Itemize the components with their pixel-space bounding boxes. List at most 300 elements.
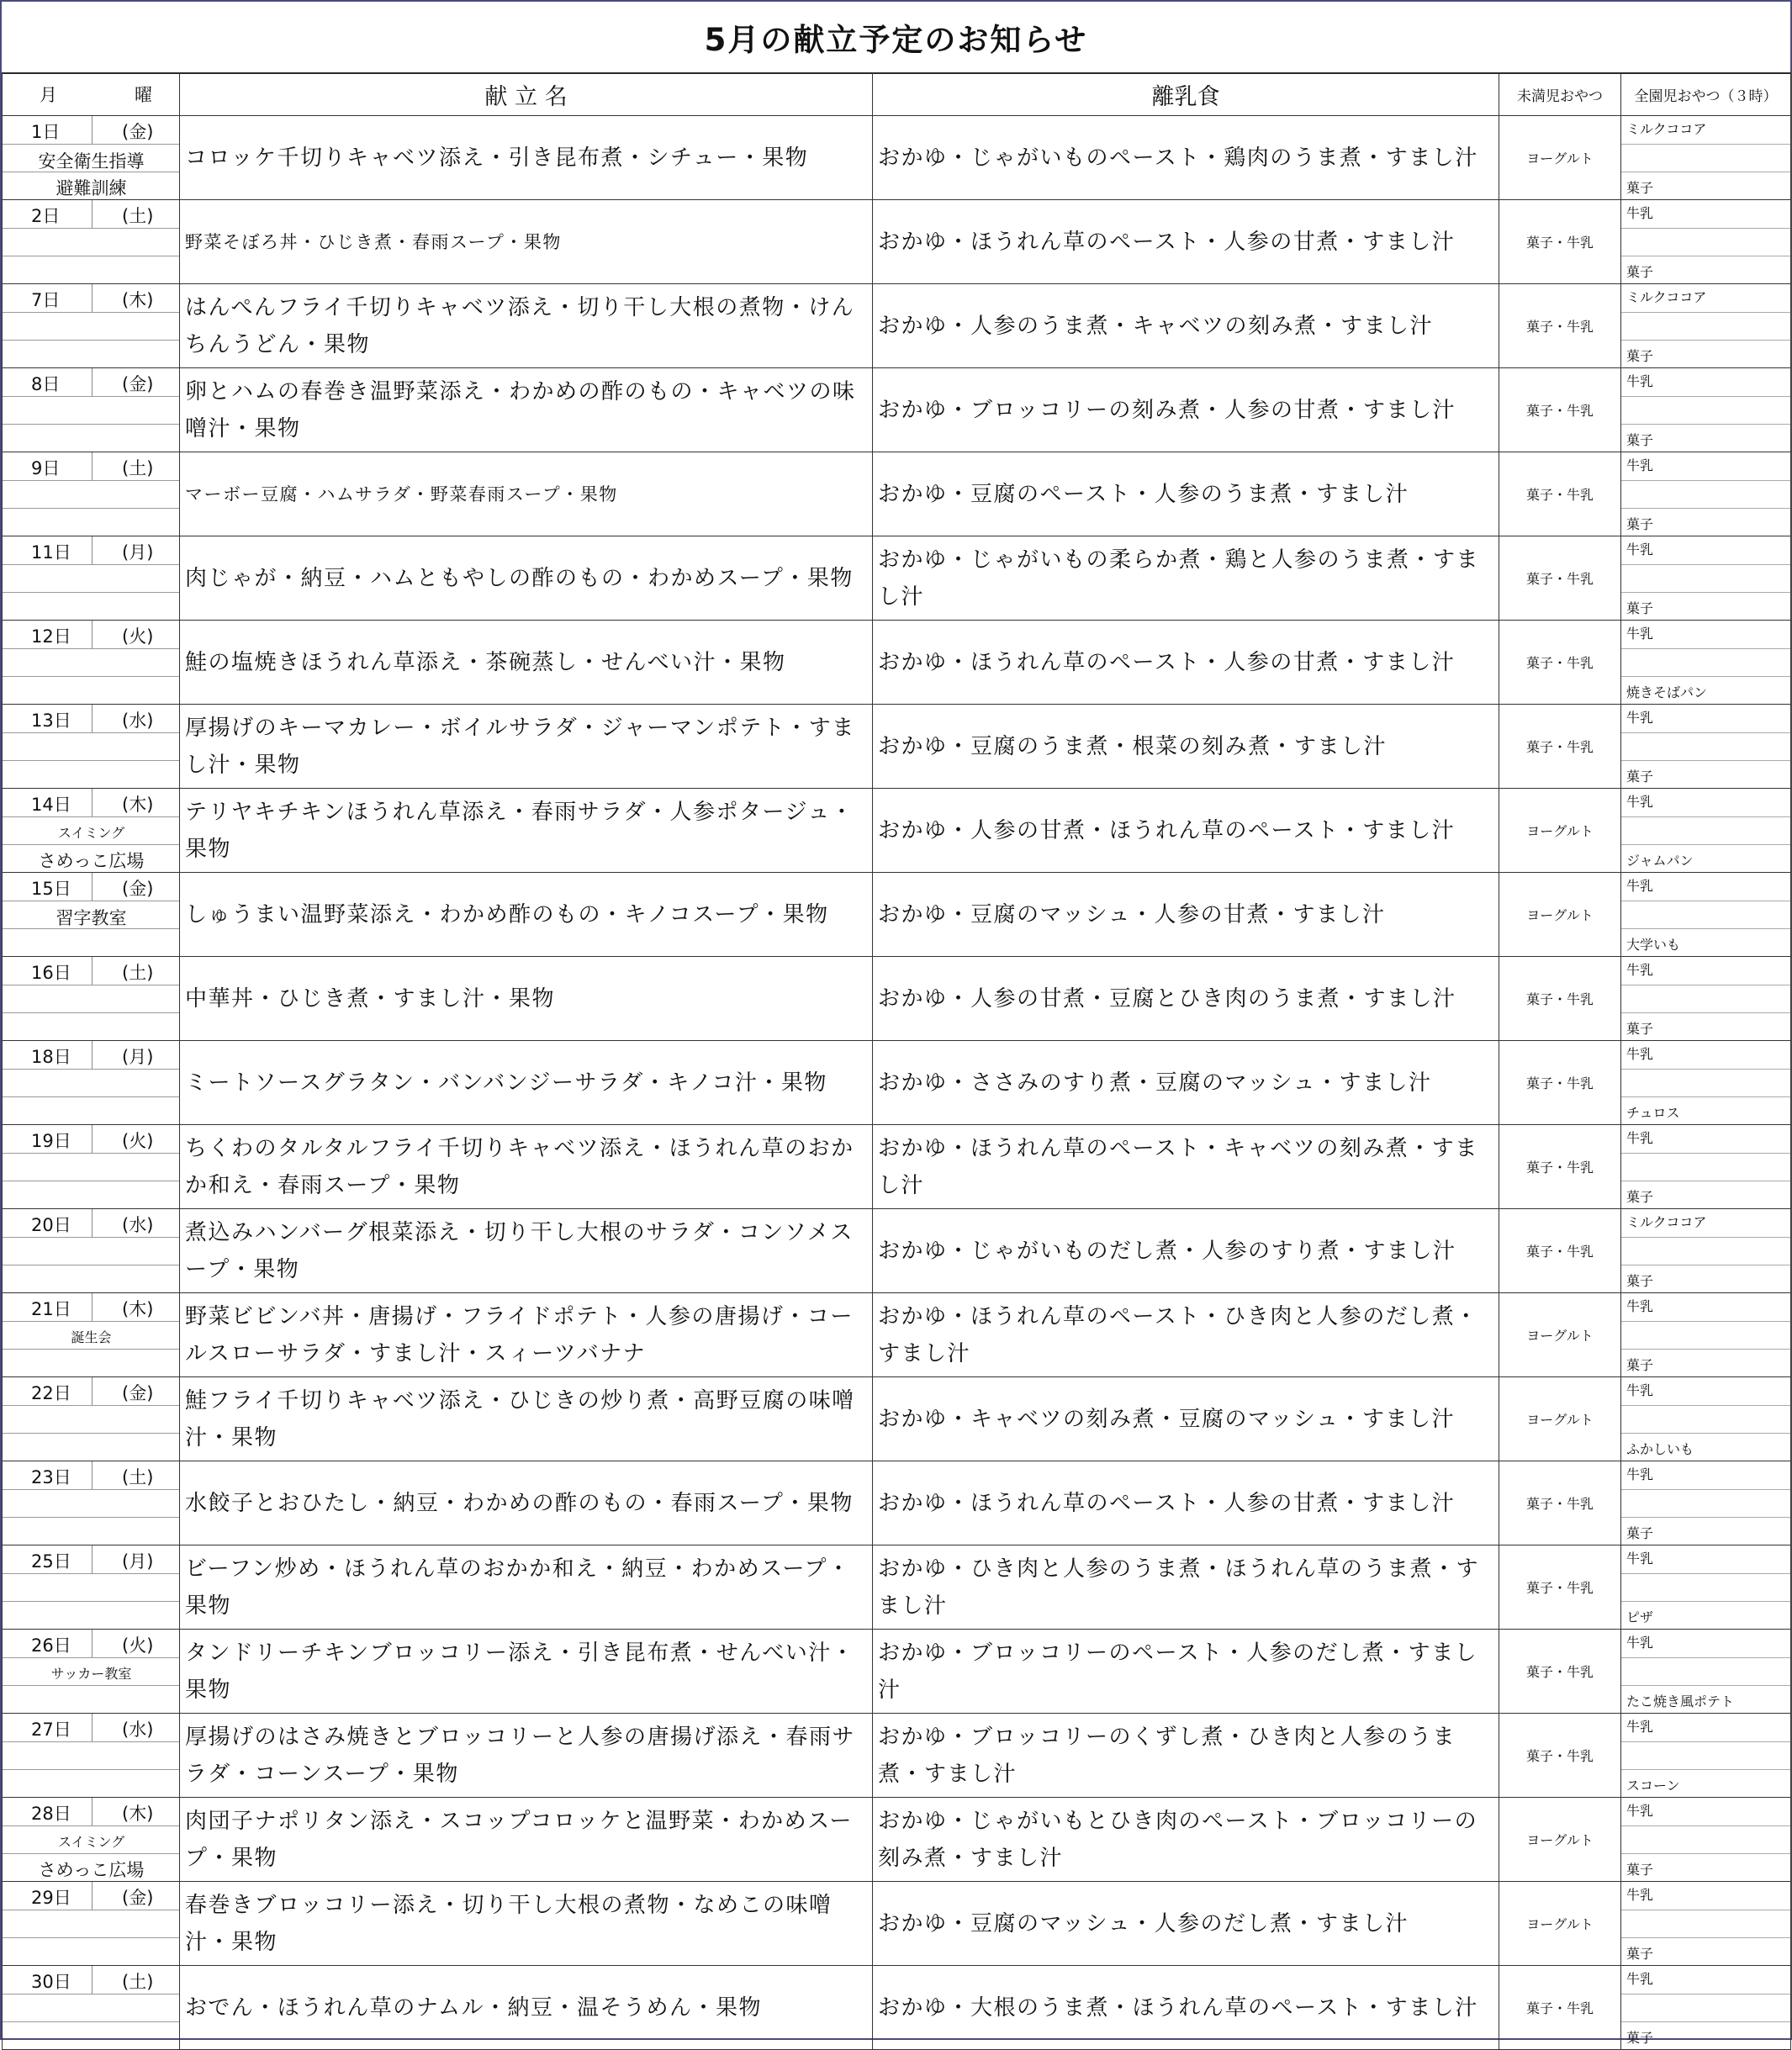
- snack-food: 菓子: [1626, 600, 1654, 616]
- menu-cell: 肉団子ナポリタン添え・スコップコロッケと温野菜・わかめスープ・果物: [180, 1798, 873, 1882]
- event-line-2: さめっこ広場: [38, 1860, 145, 1880]
- divider: [1621, 1489, 1790, 1490]
- all-snack-cell: [1621, 536, 1791, 621]
- divider: [92, 1209, 93, 1237]
- table-row: [3, 1377, 1791, 1461]
- divider: [3, 1096, 179, 1097]
- all-snack-cell: [1621, 1545, 1791, 1630]
- table-row: [3, 284, 1791, 368]
- young-snack-cell: 菓子・牛乳: [1499, 1125, 1621, 1209]
- baby-food-cell: おかゆ・ほうれん草のペースト・ひき肉と人参のだし煮・すまし汁: [873, 1293, 1499, 1377]
- snack-food: 大学いも: [1626, 937, 1681, 953]
- divider: [3, 1741, 179, 1742]
- date-cell: [3, 1966, 180, 2050]
- menu-cell: はんぺんフライ千切りキャベツ添え・切り干し大根の煮物・けんちんうどん・果物: [180, 284, 873, 368]
- weekday: (木): [122, 1804, 154, 1824]
- divider: [3, 1685, 179, 1686]
- snack-food: 焼きそばパン: [1626, 684, 1708, 700]
- date-cell: [3, 1714, 180, 1798]
- menu-cell: 野菜ビビンバ丼・唐揚げ・フライドポテト・人参の唐揚げ・コールスローサラダ・すまし汁・スィーツバナナ: [180, 1293, 873, 1377]
- snack-food: たこ焼き風ポテト: [1626, 1693, 1735, 1709]
- divider: [92, 1125, 93, 1153]
- menu-cell: 肉じゃが・納豆・ハムともやしの酢のもの・わかめスープ・果物: [180, 536, 873, 621]
- snack-food: 菓子: [1626, 769, 1654, 785]
- young-snack-cell: ヨーグルト: [1499, 1882, 1621, 1966]
- snack-food: 菓子: [1626, 1946, 1654, 1962]
- header-baby-food: 離乳食: [873, 73, 1499, 116]
- event-line-1: サッカー教室: [50, 1666, 132, 1682]
- day-number: 27日: [31, 1720, 71, 1740]
- weekday: (水): [122, 711, 154, 731]
- divider: [92, 1630, 93, 1657]
- snack-food: 菓子: [1626, 432, 1654, 448]
- divider: [3, 312, 179, 313]
- divider: [1621, 1685, 1790, 1686]
- menu-cell: テリヤキチキンほうれん草添え・春雨サラダ・人参ポタージュ・果物: [180, 789, 873, 873]
- baby-food-cell: おかゆ・ブロッコリーのくずし煮・ひき肉と人参のうま煮・すまし汁: [873, 1714, 1499, 1798]
- day-number: 18日: [31, 1047, 71, 1067]
- divider: [1621, 1433, 1790, 1434]
- snack-food: 菓子: [1626, 1021, 1654, 1037]
- event-line-2: 避難訓練: [56, 178, 127, 198]
- date-cell: [3, 873, 180, 957]
- divider: [1621, 424, 1790, 425]
- divider: [1621, 480, 1790, 481]
- all-snack-cell: [1621, 1209, 1791, 1293]
- date-cell: [3, 1125, 180, 1209]
- date-cell: [3, 1798, 180, 1882]
- divider: [3, 1853, 179, 1854]
- snack-drink: 牛乳: [1626, 205, 1654, 221]
- divider: [3, 1769, 179, 1770]
- baby-food-cell: おかゆ・大根のうま煮・ほうれん草のペースト・すまし汁: [873, 1966, 1499, 2050]
- event-line-1: 習字教室: [56, 908, 127, 928]
- divider: [92, 1966, 93, 1994]
- young-snack-cell: 菓子・牛乳: [1499, 705, 1621, 789]
- day-number: 8日: [31, 374, 61, 394]
- all-snack-cell: [1621, 705, 1791, 789]
- date-cell: [3, 957, 180, 1041]
- snack-drink: ミルクココア: [1626, 289, 1707, 305]
- baby-food-cell: おかゆ・じゃがいものペースト・鶏肉のうま煮・すまし汁: [873, 116, 1499, 200]
- menu-table: [2, 72, 1791, 2050]
- menu-cell: ビーフン炒め・ほうれん草のおかか和え・納豆・わかめスープ・果物: [180, 1545, 873, 1630]
- snack-food: 菓子: [1626, 1862, 1654, 1878]
- baby-food-cell: おかゆ・豆腐のマッシュ・人参のだし煮・すまし汁: [873, 1882, 1499, 1966]
- day-number: 14日: [31, 795, 71, 815]
- snack-drink: 牛乳: [1626, 1971, 1654, 1987]
- menu-cell: 鮭の塩焼きほうれん草添え・茶碗蒸し・せんべい汁・果物: [180, 621, 873, 705]
- divider: [1621, 760, 1790, 761]
- day-number: 22日: [31, 1383, 71, 1403]
- divider: [92, 1461, 93, 1489]
- menu-cell: 煮込みハンバーグ根菜添え・切り干し大根のサラダ・コンソメスープ・果物: [180, 1209, 873, 1293]
- day-number: 15日: [31, 879, 71, 899]
- weekday: (金): [122, 879, 154, 899]
- divider: [3, 1489, 179, 1490]
- divider: [1621, 2021, 1790, 2022]
- divider: [3, 1994, 179, 1995]
- header-all-snack: 全園児おやつ（３時）: [1621, 73, 1791, 116]
- snack-drink: 牛乳: [1626, 1803, 1654, 1819]
- all-snack-cell: [1621, 789, 1791, 873]
- snack-drink: 牛乳: [1626, 794, 1654, 810]
- baby-food-cell: おかゆ・ひき肉と人参のうま煮・ほうれん草のうま煮・すまし汁: [873, 1545, 1499, 1630]
- young-snack-cell: 菓子・牛乳: [1499, 1041, 1621, 1125]
- all-snack-cell: [1621, 1798, 1791, 1882]
- baby-food-cell: おかゆ・ブロッコリーの刻み煮・人参の甘煮・すまし汁: [873, 368, 1499, 452]
- divider: [1621, 1321, 1790, 1322]
- young-snack-cell: 菓子・牛乳: [1499, 1545, 1621, 1630]
- all-snack-cell: [1621, 873, 1791, 957]
- table-row: [3, 1293, 1791, 1377]
- all-snack-cell: [1621, 1461, 1791, 1545]
- divider: [1621, 564, 1790, 565]
- date-cell: [3, 1882, 180, 1966]
- day-number: 28日: [31, 1804, 71, 1824]
- event-line-2: さめっこ広場: [38, 851, 145, 871]
- menu-cell: 野菜そぼろ丼・ひじき煮・春雨スープ・果物: [180, 200, 873, 284]
- young-snack-cell: ヨーグルト: [1499, 873, 1621, 957]
- baby-food-cell: おかゆ・ほうれん草のペースト・人参の甘煮・すまし汁: [873, 1461, 1499, 1545]
- weekday: (火): [122, 1635, 154, 1656]
- table-row: [3, 116, 1791, 200]
- snack-drink: 牛乳: [1626, 1887, 1654, 1903]
- all-snack-cell: [1621, 1377, 1791, 1461]
- date-cell: [3, 789, 180, 873]
- all-snack-cell: [1621, 200, 1791, 284]
- date-cell: [3, 1041, 180, 1125]
- divider: [92, 116, 93, 144]
- baby-food-cell: おかゆ・じゃがいものだし煮・人参のすり煮・すまし汁: [873, 1209, 1499, 1293]
- day-number: 12日: [31, 626, 71, 647]
- table-row: [3, 1630, 1791, 1714]
- all-snack-cell: [1621, 116, 1791, 200]
- young-snack-cell: ヨーグルト: [1499, 789, 1621, 873]
- divider: [3, 760, 179, 761]
- day-number: 16日: [31, 963, 71, 983]
- young-snack-cell: ヨーグルト: [1499, 1293, 1621, 1377]
- divider: [1621, 508, 1790, 509]
- snack-food: 菓子: [1626, 348, 1654, 364]
- day-number: 20日: [31, 1215, 71, 1235]
- divider: [3, 228, 179, 229]
- weekday: (土): [122, 206, 154, 226]
- weekday: (金): [122, 374, 154, 394]
- baby-food-cell: おかゆ・ささみのすり煮・豆腐のマッシュ・すまし汁: [873, 1041, 1499, 1125]
- baby-food-cell: おかゆ・ほうれん草のペースト・人参の甘煮・すまし汁: [873, 200, 1499, 284]
- all-snack-cell: [1621, 1125, 1791, 1209]
- divider: [1621, 1153, 1790, 1154]
- page-title: 5月の献立予定のお知らせ: [2, 2, 1790, 74]
- weekday: (火): [122, 626, 154, 647]
- divider: [3, 816, 179, 817]
- divider: [3, 508, 179, 509]
- divider: [3, 732, 179, 733]
- divider: [92, 200, 93, 228]
- divider: [1621, 1405, 1790, 1406]
- divider: [92, 1377, 93, 1405]
- divider: [1621, 144, 1790, 145]
- table-row: [3, 1882, 1791, 1966]
- baby-food-cell: おかゆ・人参のうま煮・キャベツの刻み煮・すまし汁: [873, 284, 1499, 368]
- table-body: [3, 116, 1791, 2050]
- divider: [1621, 340, 1790, 341]
- divider: [3, 480, 179, 481]
- table-row: [3, 957, 1791, 1041]
- baby-food-cell: おかゆ・ほうれん草のペースト・キャベツの刻み煮・すまし汁: [873, 1125, 1499, 1209]
- menu-cell: 鮭フライ千切りキャベツ添え・ひじきの炒り煮・高野豆腐の味噌汁・果物: [180, 1377, 873, 1461]
- menu-cell: 厚揚げのキーマカレー・ボイルサラダ・ジャーマンポテト・すまし汁・果物: [180, 705, 873, 789]
- divider: [1621, 1657, 1790, 1658]
- weekday: (火): [122, 1131, 154, 1151]
- divider: [1621, 1517, 1790, 1518]
- header-date: [3, 73, 180, 116]
- weekday: (金): [122, 1383, 154, 1403]
- snack-drink: 牛乳: [1626, 1635, 1654, 1651]
- day-number: 11日: [31, 542, 71, 563]
- divider: [92, 621, 93, 648]
- snack-food: ジャムパン: [1626, 853, 1694, 869]
- day-number: 30日: [31, 1972, 71, 1992]
- weekday: (月): [122, 1551, 154, 1572]
- young-snack-cell: 菓子・牛乳: [1499, 536, 1621, 621]
- young-snack-cell: ヨーグルト: [1499, 116, 1621, 200]
- table-row: [3, 1041, 1791, 1125]
- divider: [3, 1069, 179, 1070]
- day-number: 1日: [31, 122, 61, 142]
- menu-cell: 卵とハムの春巻き温野菜添え・わかめの酢のもの・キャベツの味噌汁・果物: [180, 368, 873, 452]
- young-snack-cell: 菓子・牛乳: [1499, 452, 1621, 536]
- snack-drink: 牛乳: [1626, 1046, 1654, 1062]
- young-snack-cell: 菓子・牛乳: [1499, 200, 1621, 284]
- young-snack-cell: 菓子・牛乳: [1499, 957, 1621, 1041]
- date-cell: [3, 284, 180, 368]
- day-number: 29日: [31, 1888, 71, 1908]
- date-cell: [3, 1545, 180, 1630]
- snack-food: 菓子: [1626, 1189, 1654, 1205]
- day-number: 7日: [31, 290, 61, 310]
- divider: [1621, 1096, 1790, 1097]
- divider: [3, 1657, 179, 1658]
- divider: [1621, 1237, 1790, 1238]
- divider: [3, 144, 179, 145]
- divider: [3, 1937, 179, 1938]
- date-cell: [3, 200, 180, 284]
- all-snack-cell: [1621, 957, 1791, 1041]
- menu-cell: ちくわのタルタルフライ千切りキャベツ添え・ほうれん草のおかか和え・春雨スープ・果物: [180, 1125, 873, 1209]
- divider: [92, 1545, 93, 1573]
- divider: [3, 2021, 179, 2022]
- date-cell: [3, 1377, 180, 1461]
- baby-food-cell: おかゆ・豆腐のマッシュ・人参の甘煮・すまし汁: [873, 873, 1499, 957]
- young-snack-cell: 菓子・牛乳: [1499, 1966, 1621, 2050]
- menu-cell: 厚揚げのはさみ焼きとブロッコリーと人参の唐揚げ添え・春雨サラダ・コーンスープ・果物: [180, 1714, 873, 1798]
- all-snack-cell: [1621, 368, 1791, 452]
- menu-cell: 中華丼・ひじき煮・すまし汁・果物: [180, 957, 873, 1041]
- divider: [3, 1433, 179, 1434]
- table-row: [3, 368, 1791, 452]
- divider: [92, 1882, 93, 1910]
- divider: [3, 676, 179, 677]
- young-snack-cell: 菓子・牛乳: [1499, 284, 1621, 368]
- menu-cell: ミートソースグラタン・バンバンジーサラダ・キノコ汁・果物: [180, 1041, 873, 1125]
- weekday: (水): [122, 1720, 154, 1740]
- divider: [92, 452, 93, 480]
- table-row: [3, 873, 1791, 957]
- divider: [1621, 1012, 1790, 1013]
- day-number: 25日: [31, 1551, 71, 1572]
- menu-cell: マーボー豆腐・ハムサラダ・野菜春雨スープ・果物: [180, 452, 873, 536]
- snack-food: 菓子: [1626, 1525, 1654, 1541]
- weekday: (木): [122, 1299, 154, 1319]
- divider: [1621, 1069, 1790, 1070]
- table-row: [3, 1714, 1791, 1798]
- divider: [1621, 844, 1790, 845]
- snack-drink: 牛乳: [1626, 1298, 1654, 1314]
- snack-drink: 牛乳: [1626, 878, 1654, 894]
- divider: [1621, 676, 1790, 677]
- divider: [3, 396, 179, 397]
- menu-cell: タンドリーチキンブロッコリー添え・引き昆布煮・せんべい汁・果物: [180, 1630, 873, 1714]
- divider: [1621, 1769, 1790, 1770]
- snack-drink: ミルクココア: [1626, 1214, 1707, 1230]
- baby-food-cell: おかゆ・じゃがいもとひき肉のペースト・ブロッコリーの刻み煮・すまし汁: [873, 1798, 1499, 1882]
- day-number: 9日: [31, 458, 61, 478]
- day-number: 23日: [31, 1467, 71, 1487]
- date-cell: [3, 1209, 180, 1293]
- divider: [1621, 312, 1790, 313]
- divider: [1621, 1573, 1790, 1574]
- snack-drink: 牛乳: [1626, 1719, 1654, 1735]
- snack-food: 菓子: [1626, 180, 1654, 196]
- young-snack-cell: ヨーグルト: [1499, 1377, 1621, 1461]
- day-number: 21日: [31, 1299, 71, 1319]
- divider: [1621, 1853, 1790, 1854]
- divider: [1621, 648, 1790, 649]
- table-row: [3, 1125, 1791, 1209]
- divider: [3, 1153, 179, 1154]
- divider: [1621, 928, 1790, 929]
- date-cell: [3, 1293, 180, 1377]
- young-snack-cell: ヨーグルト: [1499, 1798, 1621, 1882]
- snack-drink: 牛乳: [1626, 542, 1654, 557]
- divider: [92, 368, 93, 396]
- all-snack-cell: [1621, 1714, 1791, 1798]
- baby-food-cell: おかゆ・豆腐のペースト・人参のうま煮・すまし汁: [873, 452, 1499, 536]
- divider: [1621, 1349, 1790, 1350]
- snack-food: ピザ: [1626, 1609, 1654, 1625]
- young-snack-cell: 菓子・牛乳: [1499, 621, 1621, 705]
- baby-food-cell: おかゆ・キャベツの刻み煮・豆腐のマッシュ・すまし汁: [873, 1377, 1499, 1461]
- weekday: (土): [122, 1467, 154, 1487]
- menu-cell: コロッケ千切りキャベツ添え・引き昆布煮・シチュー・果物: [180, 116, 873, 200]
- menu-cell: 春巻きブロッコリー添え・切り干し大根の煮物・なめこの味噌汁・果物: [180, 1882, 873, 1966]
- all-snack-cell: [1621, 1041, 1791, 1125]
- snack-food: チュロス: [1626, 1105, 1680, 1121]
- header-row: [3, 73, 1791, 116]
- all-snack-cell: [1621, 284, 1791, 368]
- snack-drink: 牛乳: [1626, 626, 1654, 642]
- divider: [3, 1349, 179, 1350]
- table-row: [3, 1209, 1791, 1293]
- table-row: [3, 789, 1791, 873]
- day-number: 13日: [31, 711, 71, 731]
- divider: [92, 873, 93, 901]
- snack-drink: ミルクココア: [1626, 121, 1707, 137]
- snack-food: 菓子: [1626, 1357, 1654, 1373]
- divider: [1621, 1937, 1790, 1938]
- divider: [3, 564, 179, 565]
- divider: [1621, 732, 1790, 733]
- table-row: [3, 1545, 1791, 1630]
- all-snack-cell: [1621, 621, 1791, 705]
- divider: [3, 1405, 179, 1406]
- day-number: 26日: [31, 1635, 71, 1656]
- young-snack-cell: 菓子・牛乳: [1499, 1209, 1621, 1293]
- event-line-1: スイミング: [57, 1834, 125, 1850]
- all-snack-cell: [1621, 452, 1791, 536]
- date-cell: [3, 368, 180, 452]
- baby-food-cell: おかゆ・人参の甘煮・豆腐とひき肉のうま煮・すまし汁: [873, 957, 1499, 1041]
- table-row: [3, 536, 1791, 621]
- header-young-snack: 未満児おやつ: [1499, 73, 1621, 116]
- weekday: (土): [122, 963, 154, 983]
- event-line-1: スイミング: [57, 825, 125, 841]
- baby-food-cell: おかゆ・人参の甘煮・ほうれん草のペースト・すまし汁: [873, 789, 1499, 873]
- snack-food: ふかしいも: [1626, 1441, 1694, 1457]
- weekday: (木): [122, 290, 154, 310]
- baby-food-cell: おかゆ・ほうれん草のペースト・人参の甘煮・すまし汁: [873, 621, 1499, 705]
- divider: [3, 1601, 179, 1602]
- divider: [92, 789, 93, 816]
- date-cell: [3, 536, 180, 621]
- snack-drink: 牛乳: [1626, 710, 1654, 726]
- divider: [1621, 1825, 1790, 1826]
- divider: [3, 1825, 179, 1826]
- weekday: (木): [122, 795, 154, 815]
- day-number: 19日: [31, 1131, 71, 1151]
- snack-food: 菓子: [1626, 264, 1654, 280]
- date-cell: [3, 452, 180, 536]
- all-snack-cell: [1621, 1293, 1791, 1377]
- header-month: 月: [40, 85, 57, 105]
- divider: [3, 844, 179, 845]
- snack-drink: 牛乳: [1626, 373, 1654, 389]
- divider: [3, 340, 179, 341]
- divider: [1621, 396, 1790, 397]
- snack-drink: 牛乳: [1626, 457, 1654, 473]
- young-snack-cell: 菓子・牛乳: [1499, 1714, 1621, 1798]
- table-row: [3, 452, 1791, 536]
- event-line-1: 誕生会: [71, 1329, 112, 1345]
- snack-food: 菓子: [1626, 516, 1654, 532]
- all-snack-cell: [1621, 1882, 1791, 1966]
- divider: [92, 705, 93, 732]
- snack-drink: 牛乳: [1626, 1551, 1654, 1567]
- all-snack-cell: [1621, 1630, 1791, 1714]
- date-cell: [3, 621, 180, 705]
- divider: [3, 424, 179, 425]
- divider: [1621, 1601, 1790, 1602]
- divider: [92, 1714, 93, 1741]
- divider: [3, 648, 179, 649]
- day-number: 2日: [31, 206, 61, 226]
- weekday: (金): [122, 122, 154, 142]
- snack-drink: 牛乳: [1626, 1130, 1654, 1146]
- baby-food-cell: おかゆ・豆腐のうま煮・根菜の刻み煮・すまし汁: [873, 705, 1499, 789]
- date-cell: [3, 705, 180, 789]
